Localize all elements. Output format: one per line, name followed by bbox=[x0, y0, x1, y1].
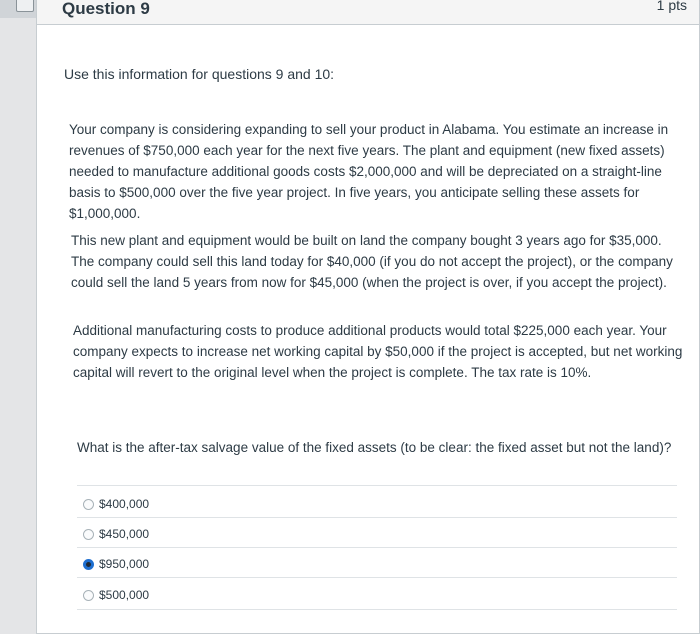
sidebar-edge bbox=[0, 0, 36, 18]
answer-divider bbox=[77, 577, 677, 578]
question-intro: Use this information for questions 9 and 10: bbox=[64, 66, 335, 82]
radio-button[interactable] bbox=[83, 590, 94, 601]
answer-option[interactable] bbox=[83, 553, 149, 575]
question-paragraph-1: Your company is considering expanding to sell your product in Alabama. You estimate an increase in revenues of $750,000 each year for the next five years. The plant and equipment (new fixed assets) needed to manufacture additional goods costs $2,000,000 and will be depreciated on a straight-line basis to $500,000 over the five year project. In five years, you anticipate selling these assets for $1,000,000. bbox=[69, 122, 669, 221]
answer-label: $400,000 bbox=[99, 497, 150, 511]
radio-button-selected[interactable] bbox=[83, 559, 94, 570]
radio-button[interactable] bbox=[83, 529, 94, 540]
question-card bbox=[36, 0, 700, 634]
question-header bbox=[37, 0, 699, 25]
question-prompt: What is the after-tax salvage value of the fixed assets (to be clear: the fixed asset but not the land)? bbox=[77, 440, 672, 455]
question-points: 1 pts bbox=[656, 0, 687, 13]
answer-option[interactable] bbox=[83, 523, 149, 545]
question-title: Question 9 bbox=[62, 0, 150, 18]
flag-icon[interactable] bbox=[16, 0, 34, 12]
answer-option[interactable] bbox=[83, 493, 149, 515]
answer-label: $450,000 bbox=[99, 527, 150, 541]
answer-divider bbox=[77, 609, 677, 610]
answer-divider bbox=[77, 517, 677, 518]
radio-button[interactable] bbox=[83, 499, 94, 510]
answer-label: $500,000 bbox=[99, 588, 150, 602]
answer-divider bbox=[77, 485, 677, 486]
answer-divider bbox=[77, 547, 677, 548]
question-paragraph-2: This new plant and equipment would be built on land the company bought 3 years ago for $35,000. The company could sell this land today for $40,000 (if you do not accept the project), or the company could sell the land 5 years from now for $45,000 (when the project is over, if you accept the project). bbox=[71, 233, 673, 290]
answer-option[interactable] bbox=[83, 584, 149, 606]
question-paragraph-3: Additional manufacturing costs to produce additional products would total $225,000 each year. Your company expects to increase net working capital by $50,000 if the project is accepted, but net working capital will revert to the original level when the project is complete. The tax rate is 10%. bbox=[73, 323, 683, 380]
answer-label: $950,000 bbox=[99, 557, 150, 571]
